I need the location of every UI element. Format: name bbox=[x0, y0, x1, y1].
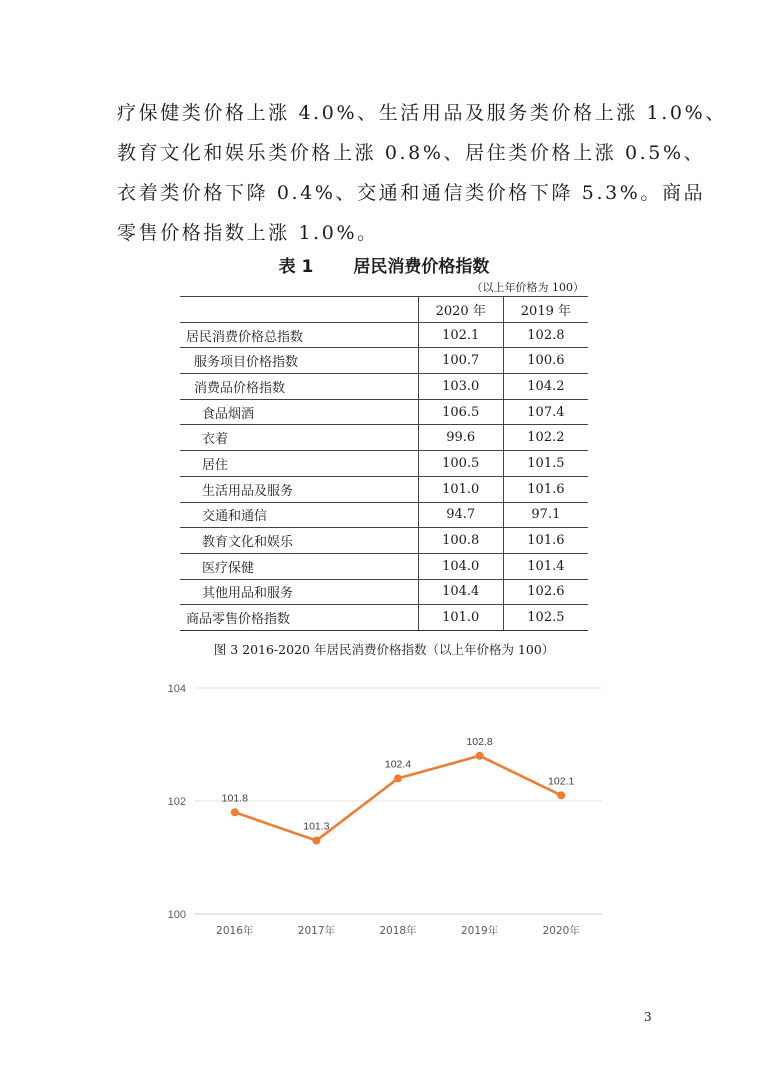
row-label: 食品烟酒 bbox=[202, 406, 255, 422]
table-row bbox=[180, 553, 588, 579]
value-2020: 102.1 bbox=[418, 322, 503, 348]
row-label: 医疗保健 bbox=[202, 560, 255, 576]
value-2019: 107.4 bbox=[503, 399, 588, 425]
table-title bbox=[0, 252, 768, 277]
x-tick-label: 2017年 bbox=[297, 925, 336, 937]
value-2020: 100.7 bbox=[418, 348, 503, 374]
value-2019: 101.6 bbox=[503, 528, 588, 554]
y-tick-label: 104 bbox=[167, 683, 186, 695]
value-2020: 103.0 bbox=[418, 374, 503, 400]
data-label: 102.4 bbox=[384, 758, 412, 771]
value-2019: 104.2 bbox=[503, 374, 588, 400]
data-point bbox=[312, 837, 320, 845]
row-label: 消费品价格指数 bbox=[194, 380, 286, 396]
data-label: 102.8 bbox=[466, 735, 493, 748]
page-number: 3 bbox=[644, 1010, 652, 1024]
data-label: 102.1 bbox=[548, 775, 575, 788]
table-caption: 居民消费价格指数 bbox=[353, 257, 490, 277]
value-2019: 102.6 bbox=[503, 579, 588, 605]
value-2020: 101.0 bbox=[418, 605, 503, 631]
value-2019: 100.6 bbox=[503, 348, 588, 374]
figure-title: 图 3 2016-2020 年居民消费价格指数（以上年价格为 100） bbox=[213, 642, 555, 657]
table-row bbox=[180, 451, 588, 477]
data-point bbox=[557, 791, 565, 799]
table-row bbox=[180, 605, 588, 631]
row-label: 衣着 bbox=[202, 432, 229, 448]
table-unit-note: （以上年价格为 100） bbox=[471, 281, 584, 294]
value-2020: 104.4 bbox=[418, 579, 503, 605]
value-2020: 104.0 bbox=[418, 553, 503, 579]
table-row bbox=[180, 399, 588, 425]
data-point bbox=[476, 752, 484, 760]
y-tick-label: 100 bbox=[167, 909, 186, 921]
row-label: 生活用品及服务 bbox=[202, 483, 294, 499]
value-2020: 94.7 bbox=[418, 502, 503, 528]
row-label: 其他用品和服务 bbox=[202, 586, 294, 602]
header-cell-2020: 2020 年 bbox=[418, 297, 503, 323]
body-paragraph bbox=[117, 93, 727, 253]
table-row bbox=[180, 425, 588, 451]
x-tick-label: 2018年 bbox=[379, 925, 417, 937]
row-label: 交通和通信 bbox=[202, 509, 268, 525]
data-point bbox=[231, 808, 239, 816]
cpi-table bbox=[180, 296, 588, 631]
header-cell-2019: 2019 年 bbox=[503, 297, 588, 323]
value-2019: 102.8 bbox=[503, 322, 588, 348]
paragraph-line: 衣着类价格下降 0.4%、交通和通信类价格下降 5.3%。商品 bbox=[117, 182, 706, 204]
table-row bbox=[180, 322, 588, 348]
table-row bbox=[180, 374, 588, 400]
value-2019: 102.5 bbox=[503, 605, 588, 631]
table-row bbox=[180, 348, 588, 374]
header-cell bbox=[180, 297, 418, 323]
row-label: 服务项目价格指数 bbox=[194, 355, 299, 371]
table-row bbox=[180, 476, 588, 502]
row-label: 居住 bbox=[202, 457, 229, 473]
row-label: 商品零售价格指数 bbox=[186, 612, 291, 628]
cpi-line-chart bbox=[150, 672, 610, 952]
value-2019: 102.2 bbox=[503, 425, 588, 451]
table-number: 表 1 bbox=[278, 257, 314, 277]
value-2019: 97.1 bbox=[503, 502, 588, 528]
row-label: 居民消费价格总指数 bbox=[186, 329, 304, 345]
value-2020: 101.0 bbox=[418, 476, 503, 502]
data-label: 101.8 bbox=[221, 792, 248, 805]
x-tick-label: 2016年 bbox=[216, 925, 254, 937]
table-row bbox=[180, 528, 588, 554]
paragraph-line: 教育文化和娱乐类价格上涨 0.8%、居住类价格上涨 0.5%、 bbox=[117, 142, 706, 164]
row-label: 教育文化和娱乐 bbox=[202, 535, 294, 551]
paragraph-line: 零售价格指数上涨 1.0%。 bbox=[117, 222, 379, 244]
y-tick-label: 102 bbox=[167, 796, 186, 808]
data-point bbox=[394, 774, 402, 782]
table-row bbox=[180, 502, 588, 528]
x-tick-label: 2020年 bbox=[542, 925, 580, 937]
value-2020: 100.5 bbox=[418, 451, 503, 477]
value-2020: 99.6 bbox=[418, 425, 503, 451]
value-2020: 106.5 bbox=[418, 399, 503, 425]
value-2019: 101.4 bbox=[503, 553, 588, 579]
table-row bbox=[180, 579, 588, 605]
value-2020: 100.8 bbox=[418, 528, 503, 554]
paragraph-line: 疗保健类价格上涨 4.0%、生活用品及服务类价格上涨 1.0%、 bbox=[117, 102, 727, 124]
value-2019: 101.5 bbox=[503, 451, 588, 477]
table-header-row bbox=[180, 297, 588, 323]
value-2019: 101.6 bbox=[503, 476, 588, 502]
x-tick-label: 2019年 bbox=[460, 925, 499, 937]
data-label: 101.3 bbox=[303, 820, 330, 833]
